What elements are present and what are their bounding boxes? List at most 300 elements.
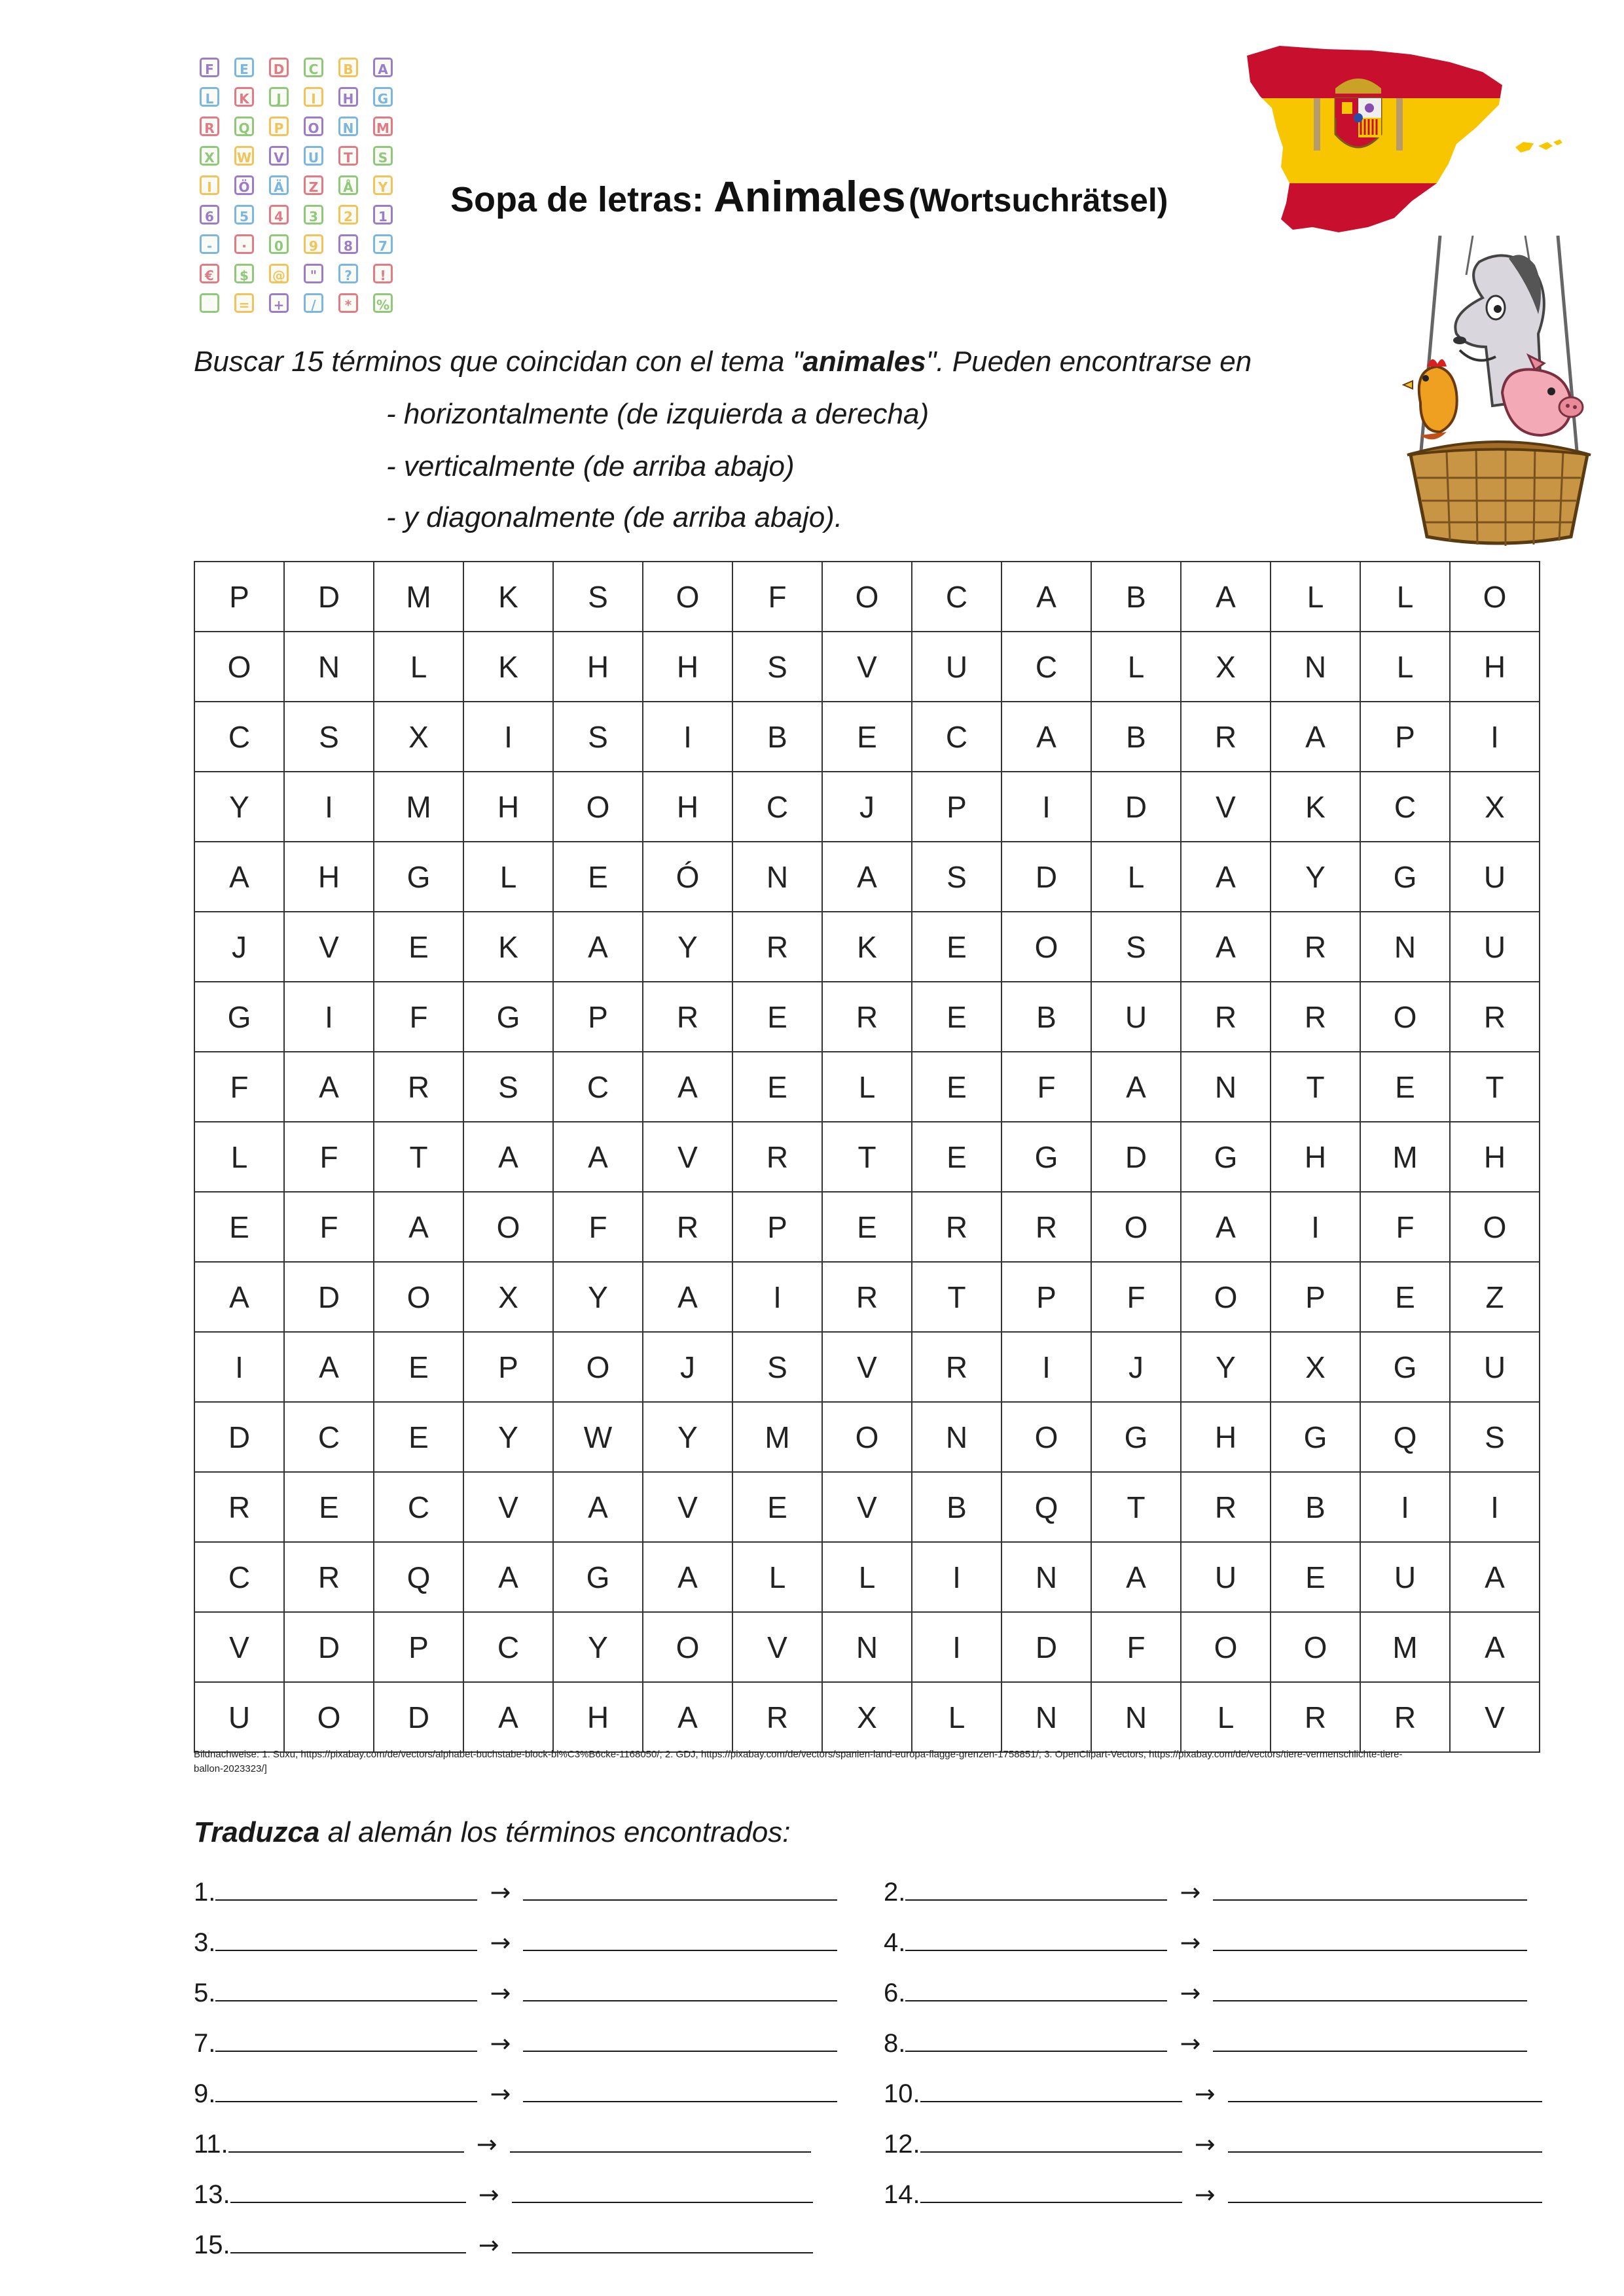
grid-cell[interactable]: T [912,1262,1001,1332]
grid-cell[interactable]: O [822,562,912,632]
grid-cell[interactable]: R [1271,982,1360,1052]
grid-cell[interactable]: Y [643,912,732,982]
spanish-term-input[interactable] [230,2230,466,2253]
grid-cell[interactable]: P [1001,1262,1091,1332]
grid-cell[interactable]: O [1001,1402,1091,1472]
grid-cell[interactable]: R [1181,982,1271,1052]
grid-cell[interactable]: Z [1450,1262,1540,1332]
grid-cell[interactable]: E [1360,1052,1450,1122]
german-translation-input[interactable] [1213,1877,1527,1901]
grid-cell[interactable]: M [374,772,463,842]
letter-block: D [269,58,289,77]
grid-cell[interactable]: D [374,1682,463,1752]
grid-cell[interactable]: A [643,1262,732,1332]
grid-cell[interactable]: E [912,1052,1001,1122]
grid-cell[interactable]: A [463,1122,553,1192]
grid-cell[interactable]: F [284,1122,374,1192]
grid-cell[interactable]: V [822,632,912,702]
grid-cell[interactable]: O [194,632,284,702]
letter-block: % [373,293,393,313]
grid-cell[interactable]: O [284,1682,374,1752]
grid-cell[interactable]: R [1181,702,1271,772]
grid-cell[interactable]: H [463,772,553,842]
grid-cell[interactable]: A [463,1682,553,1752]
grid-cell[interactable]: T [1271,1052,1360,1122]
grid-cell[interactable]: K [1271,772,1360,842]
german-translation-input[interactable] [1228,2079,1542,2102]
grid-cell[interactable]: Y [1271,842,1360,912]
german-translation-input[interactable] [1213,1978,1527,2001]
grid-cell[interactable]: A [1001,562,1091,632]
grid-cell[interactable]: P [374,1612,463,1682]
spanish-term-input[interactable] [920,2129,1182,2153]
grid-cell[interactable]: P [194,562,284,632]
grid-cell[interactable]: P [1360,702,1450,772]
grid-cell[interactable]: T [822,1122,912,1192]
grid-cell[interactable]: O [374,1262,463,1332]
grid-cell[interactable]: Q [374,1542,463,1612]
title-main: Sopa de letras: [450,180,714,219]
grid-cell[interactable]: H [643,772,732,842]
grid-cell[interactable]: E [1271,1542,1360,1612]
grid-cell[interactable]: N [732,842,822,912]
grid-cell[interactable]: L [1360,632,1450,702]
grid-cell[interactable]: O [643,1612,732,1682]
grid-cell[interactable]: A [822,842,912,912]
grid-cell[interactable]: A [553,1122,643,1192]
grid-cell[interactable]: F [284,1192,374,1262]
grid-cell[interactable]: G [1360,842,1450,912]
grid-cell[interactable]: X [1271,1332,1360,1402]
grid-cell[interactable]: R [643,1192,732,1262]
grid-cell[interactable]: N [1360,912,1450,982]
grid-cell[interactable]: W [553,1402,643,1472]
grid-cell[interactable]: S [1450,1402,1540,1472]
grid-cell[interactable]: E [374,912,463,982]
grid-cell[interactable]: I [1360,1472,1450,1542]
grid-cell[interactable]: F [1001,1052,1091,1122]
grid-cell[interactable]: R [732,912,822,982]
german-translation-input[interactable] [1228,2129,1542,2153]
grid-cell[interactable]: A [284,1332,374,1402]
grid-cell[interactable]: V [822,1472,912,1542]
grid-cell[interactable]: X [374,702,463,772]
grid-cell[interactable]: G [374,842,463,912]
grid-cell[interactable]: P [1271,1262,1360,1332]
answer-line [194,2079,837,2109]
grid-cell[interactable]: O [1001,912,1091,982]
grid-cell[interactable]: K [463,912,553,982]
letter-block [200,293,219,313]
grid-cell[interactable]: Y [553,1262,643,1332]
grid-cell[interactable]: U [1181,1542,1271,1612]
grid-cell[interactable]: A [194,1262,284,1332]
grid-cell[interactable]: A [1181,562,1271,632]
grid-cell[interactable]: P [732,1192,822,1262]
grid-cell[interactable]: Y [194,772,284,842]
grid-cell[interactable]: D [1091,1122,1181,1192]
grid-cell[interactable]: R [374,1052,463,1122]
grid-cell[interactable]: J [643,1332,732,1402]
grid-cell[interactable]: F [374,982,463,1052]
german-translation-input[interactable] [512,2230,813,2253]
grid-cell[interactable]: S [1091,912,1181,982]
grid-cell[interactable]: E [822,1192,912,1262]
grid-cell[interactable]: U [1360,1542,1450,1612]
grid-cell[interactable]: I [463,702,553,772]
spanish-term-input[interactable] [215,2079,477,2102]
grid-cell[interactable]: A [1450,1612,1540,1682]
grid-cell[interactable]: H [1181,1402,1271,1472]
arrow-icon: → [490,1878,511,1907]
grid-cell[interactable]: N [1001,1542,1091,1612]
grid-cell[interactable]: D [284,1612,374,1682]
grid-cell[interactable]: O [1091,1192,1181,1262]
grid-cell[interactable]: N [1001,1682,1091,1752]
grid-cell[interactable]: I [1001,772,1091,842]
grid-cell[interactable]: L [1271,562,1360,632]
grid-cell[interactable]: A [1181,912,1271,982]
grid-row [194,702,1540,772]
grid-cell[interactable]: A [643,1682,732,1752]
grid-cell[interactable]: V [643,1122,732,1192]
grid-cell[interactable]: G [1181,1122,1271,1192]
grid-cell[interactable]: C [912,702,1001,772]
grid-cell[interactable]: Ó [643,842,732,912]
grid-cell[interactable]: F [1091,1612,1181,1682]
grid-cell[interactable]: B [1091,562,1181,632]
grid-cell[interactable]: I [1450,702,1540,772]
grid-cell[interactable]: R [822,982,912,1052]
grid-cell[interactable]: E [553,842,643,912]
grid-cell[interactable]: B [1091,702,1181,772]
grid-cell[interactable]: R [643,982,732,1052]
grid-cell[interactable]: C [194,702,284,772]
grid-cell[interactable]: H [1271,1122,1360,1192]
german-translation-input[interactable] [523,1978,837,2001]
grid-cell[interactable]: C [1001,632,1091,702]
grid-cell[interactable]: F [1360,1192,1450,1262]
grid-cell[interactable]: L [1360,562,1450,632]
grid-cell[interactable]: G [553,1542,643,1612]
grid-cell[interactable]: X [463,1262,553,1332]
grid-cell[interactable]: R [732,1682,822,1752]
german-translation-input[interactable] [523,1928,837,1951]
grid-cell[interactable]: I [912,1542,1001,1612]
grid-cell[interactable]: H [1450,1122,1540,1192]
grid-cell[interactable]: O [1181,1612,1271,1682]
grid-cell[interactable]: E [374,1332,463,1402]
grid-cell[interactable]: X [1450,772,1540,842]
grid-cell[interactable]: R [1450,982,1540,1052]
grid-cell[interactable]: U [194,1682,284,1752]
grid-cell[interactable]: S [553,702,643,772]
grid-cell[interactable]: M [1360,1122,1450,1192]
grid-cell[interactable]: T [1450,1052,1540,1122]
grid-cell[interactable]: I [1001,1332,1091,1402]
grid-cell[interactable]: C [732,772,822,842]
grid-cell[interactable]: N [1091,1682,1181,1752]
grid-cell[interactable]: A [1271,702,1360,772]
grid-cell[interactable]: S [912,842,1001,912]
grid-cell[interactable]: G [1271,1402,1360,1472]
grid-cell[interactable]: S [732,632,822,702]
grid-cell[interactable]: M [374,562,463,632]
grid-cell[interactable]: C [463,1612,553,1682]
letter-block: I [200,175,219,195]
spanish-term-input[interactable] [215,1928,477,1951]
grid-cell[interactable]: R [1360,1682,1450,1752]
grid-cell[interactable]: R [822,1262,912,1332]
grid-cell[interactable]: D [1001,1612,1091,1682]
grid-cell[interactable]: T [374,1122,463,1192]
grid-cell[interactable]: Y [553,1612,643,1682]
grid-cell[interactable]: C [374,1472,463,1542]
german-translation-input[interactable] [1213,2028,1527,2052]
grid-cell[interactable]: V [822,1332,912,1402]
grid-cell[interactable]: A [1450,1542,1540,1612]
grid-cell[interactable]: Y [1181,1332,1271,1402]
grid-cell[interactable]: I [912,1612,1001,1682]
grid-cell[interactable]: R [194,1472,284,1542]
grid-cell[interactable]: V [732,1612,822,1682]
grid-cell[interactable]: E [822,702,912,772]
grid-cell[interactable]: R [732,1122,822,1192]
grid-cell[interactable]: F [1091,1262,1181,1332]
grid-cell[interactable]: O [1450,562,1540,632]
grid-cell[interactable]: U [1091,982,1181,1052]
german-translation-input[interactable] [523,1877,837,1901]
grid-cell[interactable]: A [1091,1052,1181,1122]
spanish-term-input[interactable] [228,2129,464,2153]
answer-number: 15. [194,2231,230,2259]
german-translation-input[interactable] [1228,2179,1542,2203]
grid-cell[interactable]: D [284,562,374,632]
grid-cell[interactable]: I [284,772,374,842]
grid-cell[interactable]: E [732,982,822,1052]
spanish-term-input[interactable] [905,2028,1167,2052]
grid-cell[interactable]: H [643,632,732,702]
grid-cell[interactable]: C [284,1402,374,1472]
grid-cell[interactable]: L [463,842,553,912]
grid-cell[interactable]: G [1091,1402,1181,1472]
grid-cell[interactable]: O [553,772,643,842]
grid-cell[interactable]: A [643,1052,732,1122]
grid-cell[interactable]: A [194,842,284,912]
grid-cell[interactable]: V [284,912,374,982]
grid-cell[interactable]: U [1450,912,1540,982]
grid-cell[interactable]: O [553,1332,643,1402]
grid-cell[interactable]: E [912,912,1001,982]
grid-cell[interactable]: I [732,1262,822,1332]
grid-cell[interactable]: O [1450,1192,1540,1262]
spanish-term-input[interactable] [920,2179,1182,2203]
grid-cell[interactable]: E [1360,1262,1450,1332]
german-translation-input[interactable] [1213,1928,1527,1951]
grid-cell[interactable]: R [912,1192,1001,1262]
grid-cell[interactable]: N [912,1402,1001,1472]
grid-cell[interactable]: C [912,562,1001,632]
grid-cell[interactable]: L [374,632,463,702]
grid-cell[interactable]: H [284,842,374,912]
grid-cell[interactable]: N [1271,632,1360,702]
grid-cell[interactable]: J [822,772,912,842]
grid-cell[interactable]: M [732,1402,822,1472]
grid-cell[interactable]: V [643,1472,732,1542]
answer-number: 1. [194,1878,216,1907]
grid-cell[interactable]: V [463,1472,553,1542]
grid-cell[interactable]: B [1271,1472,1360,1542]
grid-cell[interactable]: A [553,912,643,982]
grid-cell[interactable]: E [284,1472,374,1542]
grid-cell[interactable]: B [732,702,822,772]
spanish-term-input[interactable] [920,2079,1182,2102]
grid-cell[interactable]: U [1450,842,1540,912]
grid-cell[interactable]: D [194,1402,284,1472]
grid-cell[interactable]: X [1181,632,1271,702]
spanish-term-input[interactable] [215,1877,477,1901]
grid-cell[interactable]: L [1091,842,1181,912]
grid-cell[interactable]: R [1271,912,1360,982]
spanish-term-input[interactable] [230,2179,466,2203]
grid-cell[interactable]: K [463,562,553,632]
grid-cell[interactable]: A [1181,1192,1271,1262]
grid-cell[interactable]: R [284,1542,374,1612]
spanish-term-input[interactable] [905,1978,1167,2001]
grid-cell[interactable]: L [822,1542,912,1612]
german-translation-input[interactable] [512,2179,813,2203]
grid-cell[interactable]: Q [1001,1472,1091,1542]
grid-cell[interactable]: K [822,912,912,982]
grid-cell[interactable]: U [912,632,1001,702]
grid-cell[interactable]: O [822,1402,912,1472]
letter-block: P [269,117,289,136]
grid-cell[interactable]: S [553,562,643,632]
grid-cell[interactable]: R [1181,1472,1271,1542]
grid-cell[interactable]: G [463,982,553,1052]
grid-cell[interactable]: G [194,982,284,1052]
grid-cell[interactable]: H [553,632,643,702]
answer-line [884,1877,1527,1907]
grid-cell[interactable]: H [553,1682,643,1752]
grid-cell[interactable]: U [1450,1332,1540,1402]
grid-cell[interactable]: I [1271,1192,1360,1262]
grid-cell[interactable]: A [1001,702,1091,772]
grid-cell[interactable]: B [1001,982,1091,1052]
grid-cell[interactable]: E [194,1192,284,1262]
grid-cell[interactable]: A [643,1542,732,1612]
grid-cell[interactable]: O [643,562,732,632]
grid-cell[interactable]: J [194,912,284,982]
spanish-term-input[interactable] [215,2028,477,2052]
grid-cell[interactable]: I [643,702,732,772]
grid-cell[interactable]: N [822,1612,912,1682]
grid-cell[interactable]: P [463,1332,553,1402]
grid-cell[interactable]: N [284,632,374,702]
answer-number: 4. [884,1928,906,1957]
spanish-term-input[interactable] [905,1928,1167,1951]
grid-cell[interactable]: I [284,982,374,1052]
grid-cell[interactable]: T [1091,1472,1181,1542]
grid-cell[interactable]: S [284,702,374,772]
grid-cell[interactable]: X [822,1682,912,1752]
grid-cell[interactable]: L [732,1542,822,1612]
grid-cell[interactable]: A [374,1192,463,1262]
grid-cell[interactable]: O [1181,1262,1271,1332]
grid-cell[interactable]: L [194,1122,284,1192]
grid-cell[interactable]: L [822,1052,912,1122]
grid-cell[interactable]: E [912,982,1001,1052]
grid-cell[interactable]: A [1091,1542,1181,1612]
grid-cell[interactable]: S [463,1052,553,1122]
grid-cell[interactable]: D [1001,842,1091,912]
grid-cell[interactable]: A [553,1472,643,1542]
grid-cell[interactable]: L [912,1682,1001,1752]
grid-cell[interactable]: O [463,1192,553,1262]
grid-cell[interactable]: V [1181,772,1271,842]
grid-cell[interactable]: D [284,1262,374,1332]
grid-cell[interactable]: I [194,1332,284,1402]
grid-cell[interactable]: A [284,1052,374,1122]
grid-cell[interactable]: G [1001,1122,1091,1192]
grid-cell[interactable]: O [1360,982,1450,1052]
grid-cell[interactable]: A [463,1542,553,1612]
spanish-term-input[interactable] [905,1877,1167,1901]
grid-cell[interactable]: Y [643,1402,732,1472]
grid-cell[interactable]: E [374,1402,463,1472]
grid-cell[interactable]: K [463,632,553,702]
grid-cell[interactable]: F [732,562,822,632]
grid-cell[interactable]: D [1091,772,1181,842]
spanish-term-input[interactable] [215,1978,477,2001]
grid-cell[interactable]: P [912,772,1001,842]
grid-cell[interactable]: J [1091,1332,1181,1402]
grid-cell[interactable]: C [194,1542,284,1612]
german-translation-input[interactable] [510,2129,811,2153]
grid-cell[interactable]: C [553,1052,643,1122]
grid-cell[interactable]: M [1360,1612,1450,1682]
grid-cell[interactable]: R [1001,1192,1091,1262]
grid-cell[interactable]: S [732,1332,822,1402]
grid-cell[interactable]: B [912,1472,1001,1542]
grid-cell[interactable]: L [1091,632,1181,702]
grid-cell[interactable]: H [1450,632,1540,702]
grid-cell[interactable]: L [1181,1682,1271,1752]
grid-cell[interactable]: G [1360,1332,1450,1402]
grid-cell[interactable]: V [1450,1682,1540,1752]
grid-cell[interactable]: R [1271,1682,1360,1752]
grid-cell[interactable]: A [1181,842,1271,912]
grid-cell[interactable]: O [1271,1612,1360,1682]
grid-cell[interactable]: F [553,1192,643,1262]
grid-cell[interactable]: Y [463,1402,553,1472]
answer-line [194,2028,837,2058]
letter-block: A [373,58,393,77]
grid-cell[interactable]: C [1360,772,1450,842]
grid-cell[interactable]: I [1450,1472,1540,1542]
grid-cell[interactable]: R [912,1332,1001,1402]
grid-cell[interactable]: E [732,1472,822,1542]
grid-cell[interactable]: V [194,1612,284,1682]
grid-cell[interactable]: N [1181,1052,1271,1122]
german-translation-input[interactable] [523,2079,837,2102]
grid-cell[interactable]: F [194,1052,284,1122]
grid-cell[interactable]: P [553,982,643,1052]
grid-cell[interactable]: E [732,1052,822,1122]
german-translation-input[interactable] [523,2028,837,2052]
grid-cell[interactable]: E [912,1122,1001,1192]
grid-cell[interactable]: Q [1360,1402,1450,1472]
